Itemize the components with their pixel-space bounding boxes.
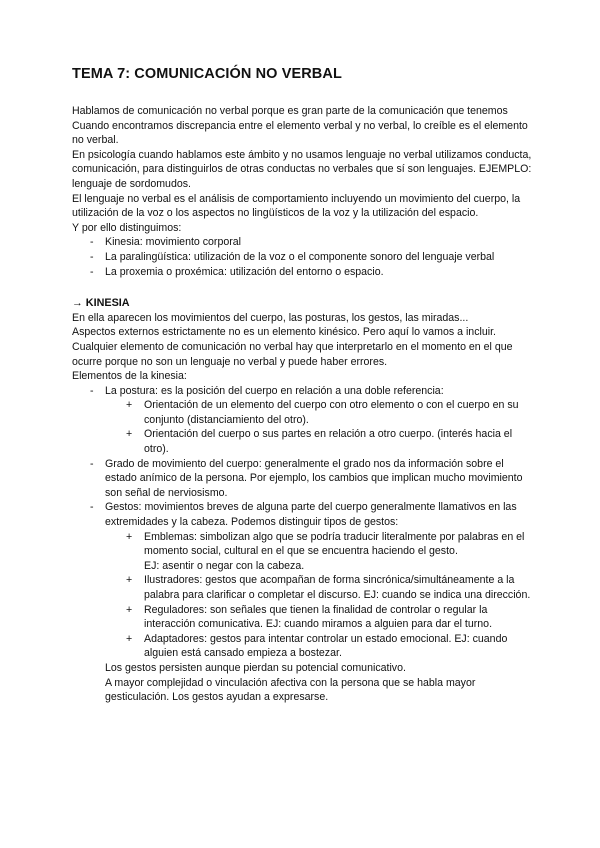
sub-list-item-text: Reguladores: son señales que tienen la finalidad de controlar o regular la interacción comunicativa. EJ: cuando miramos a alguien para dar el turno. [144, 603, 493, 631]
sub-list-item-text: Orientación del cuerpo o sus partes en relación a otro cuerpo. (interés hacia el otro). [144, 428, 513, 456]
kinesia-paragraph: Aspectos externos estrictamente no es un elemento kinésico. Pero aquí lo vamos a incluir. [72, 326, 496, 339]
list-item-text: La postura: es la posición del cuerpo en relación a una doble referencia: [105, 384, 444, 397]
sub-list-item [72, 398, 532, 427]
closing-note: Los gestos persisten aunque pierdan su potencial comunicativo. [105, 661, 406, 674]
plus-bullet: + [126, 428, 133, 441]
list-item-text: Kinesia: movimiento corporal [105, 236, 242, 249]
sub-list-item-text: Emblemas: simbolizan algo que se podría traducir literalmente por palabras en el momento social, cultural en el que se encuentra haciendo el gesto. [144, 530, 525, 558]
list-item-gestos [72, 500, 532, 529]
plus-bullet: + [126, 574, 133, 587]
dash-bullet: - [90, 265, 94, 278]
sub-list-item-text: Adaptadores: gestos para intentar controlar un estado emocional. EJ: cuando alguien está cansado empieza a bostezar. [144, 632, 508, 660]
plus-bullet: + [126, 632, 133, 645]
intro-paragraph: Y por ello distinguimos: [72, 221, 182, 234]
intro-paragraph: Hablamos de comunicación no verbal porque es gran parte de la comunicación que tenemos [72, 105, 508, 117]
list-item [72, 250, 532, 265]
intro-paragraph: Cuando encontramos discrepancia entre el elemento verbal y no verbal, lo creíble es el elemento no verbal. [72, 119, 528, 147]
list-item-text: Gestos: movimientos breves de alguna parte del cuerpo generalmente llamativos en las extremidades y la cabeza. Podemos distinguir tipos de gestos: [105, 501, 517, 529]
intro-paragraph: El lenguaje no verbal es el análisis de comportamiento incluyendo un movimiento del cuerpo, la utilización de la voz o los aspectos no lingüísticos de la voz y la utilización del espacio. [72, 192, 521, 220]
sub-list-item [72, 573, 532, 602]
dash-bullet: - [90, 501, 94, 514]
plus-bullet: + [126, 603, 133, 616]
plus-bullet: + [126, 530, 133, 543]
page-title: TEMA 7: COMUNICACIÓN NO VERBAL [72, 66, 342, 82]
kinesia-paragraph: Cualquier elemento de comunicación no verbal hay que interpretarlo en el momento en el que ocurre porque no son un lenguaje no verbal y puede haber errores. [72, 340, 513, 368]
list-item-grado [72, 457, 532, 501]
list-item-postura [72, 384, 532, 399]
document-page [72, 66, 532, 705]
dash-bullet: - [90, 236, 94, 249]
list-item-text: La paralingüística: utilización de la voz o el componente sonoro del lenguaje verbal [105, 250, 495, 263]
dash-bullet: - [90, 457, 94, 470]
list-item [72, 265, 532, 280]
kinesia-paragraph: Elementos de la kinesia: [72, 370, 187, 383]
emblema-example: EJ: asentir o negar con la cabeza. [144, 559, 305, 572]
list-item-text: Grado de movimiento del cuerpo: generalmente el grado nos da información sobre el estado anímico de la persona. Por ejemplo, los cambios que implican mucho movimiento son señal de nerviosismo. [105, 457, 523, 499]
kinesia-paragraph: En ella aparecen los movimientos del cuerpo, las posturas, los gestos, las miradas... [72, 311, 469, 324]
sub-list-item [72, 530, 532, 559]
dash-bullet: - [90, 250, 94, 263]
plus-bullet: + [126, 399, 133, 412]
section-heading-kinesia: → KINESIA [72, 297, 130, 310]
sub-list-item [72, 632, 532, 661]
sub-list-item [72, 603, 532, 632]
dash-bullet: - [90, 384, 94, 397]
sub-list-item-text: Orientación de un elemento del cuerpo con otro elemento o con el cuerpo en su conjunto (distanciamiento del otro). [144, 399, 519, 426]
list-item [72, 235, 532, 250]
list-item-text: La proxemia o proxémica: utilización del entorno o espacio. [105, 265, 384, 278]
sub-list-item [72, 427, 532, 456]
closing-note: A mayor complejidad o vinculación afectiva con la persona que se habla mayor gesticulación. Los gestos ayudan a expresarse. [105, 676, 476, 704]
sub-list-item-text: Ilustradores: gestos que acompañan de forma sincrónica/simultáneamente a la palabra para clarificar o completar el discurso. EJ: cuando se indica una dirección. [144, 574, 531, 601]
intro-paragraph: En psicología cuando hablamos este ámbito y no usamos lenguaje no verbal utilizamos conducta, comunicación, para distinguirlos de otras conductas no verbales que sí son lenguajes. EJEMPLO: lenguaje de sordomudos. [72, 148, 532, 190]
